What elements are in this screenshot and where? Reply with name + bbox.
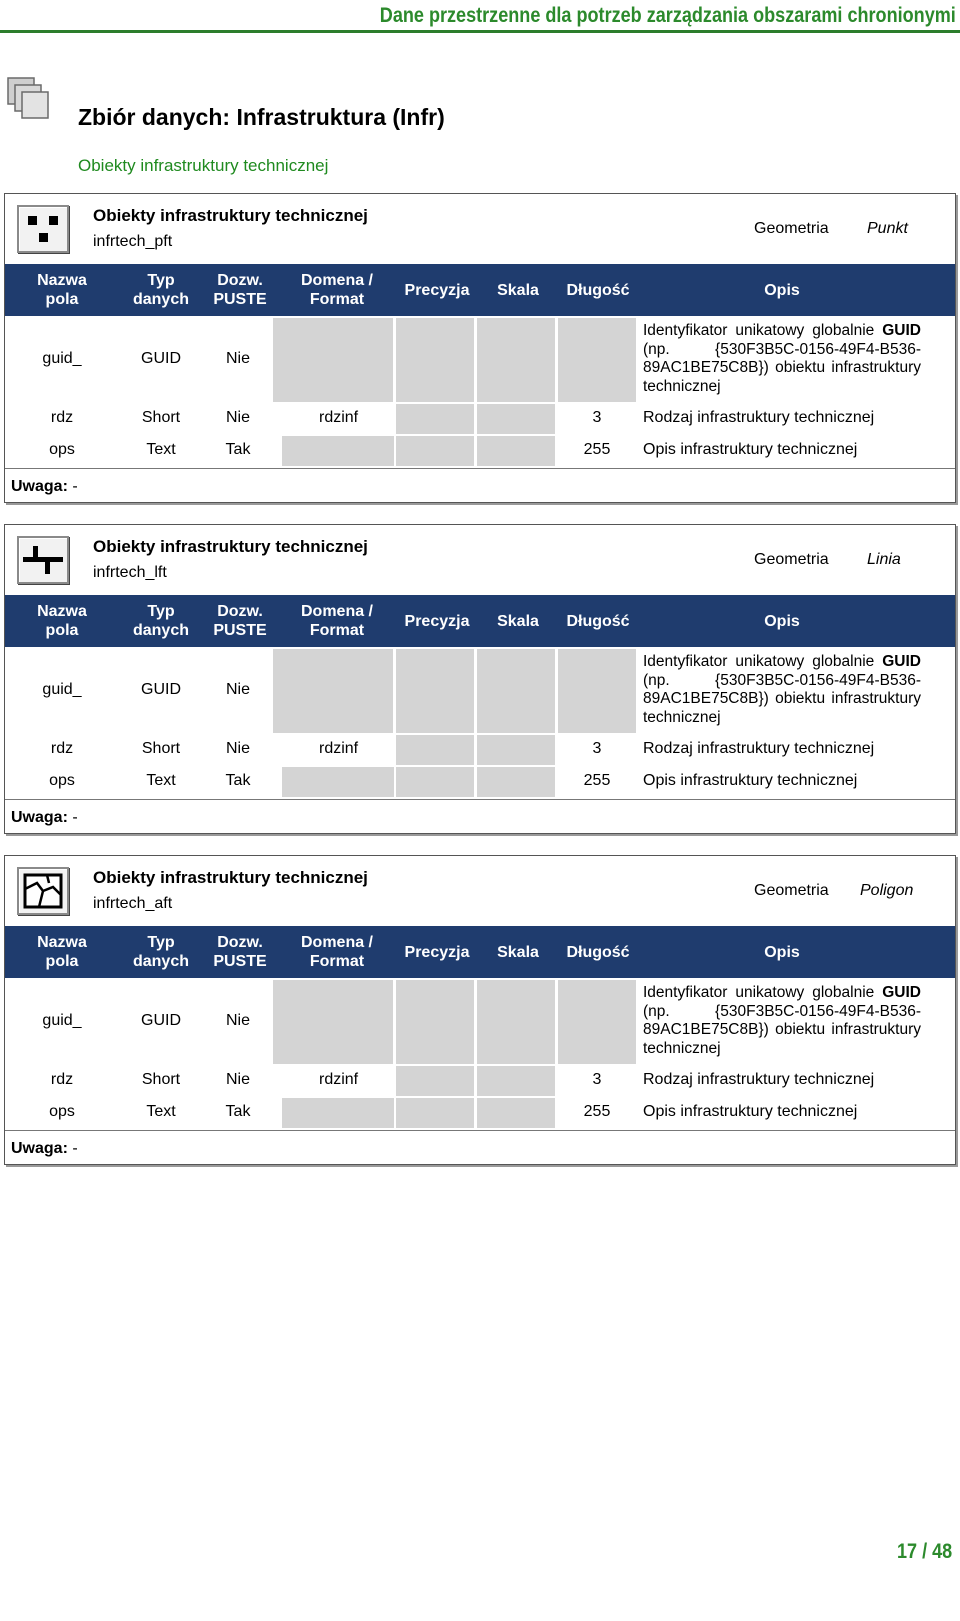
col-dlugosc: Długość	[566, 281, 630, 299]
empty-cell	[477, 318, 555, 402]
field-nullable: Tak	[225, 441, 251, 458]
description-text: (np. {530F3B5C-0156-49F4-B536-89AC1BE75C8B}) obiektu infrastruktury technicznej	[643, 671, 921, 726]
empty-cell	[396, 735, 474, 765]
col-dlugosc: Długość	[566, 612, 630, 630]
empty-cell	[282, 1098, 394, 1128]
empty-cell	[477, 1098, 555, 1128]
col-skala: Skala	[497, 612, 539, 630]
col-nazwa: Nazwa pola	[37, 603, 87, 639]
col-opis: Opis	[764, 281, 800, 299]
field-nullable: Nie	[225, 409, 250, 426]
feature-class-code: infrtech_aft	[93, 895, 173, 912]
uwaga-value: -	[72, 1140, 78, 1157]
col-skala: Skala	[497, 943, 539, 961]
empty-cell	[477, 436, 555, 466]
field-length: 3	[592, 740, 602, 757]
description-text: Identyfikator unikatowy globalnie	[643, 984, 875, 1001]
uwaga-label: Uwaga:	[11, 478, 68, 495]
empty-cell	[273, 649, 393, 733]
col-domena: Domena / Format	[300, 272, 373, 308]
document-title: Dane przestrzenne dla potrzeb zarządzania obszarami chronionymi	[379, 4, 956, 27]
field-nullable: Tak	[225, 772, 251, 789]
table-header	[5, 926, 955, 978]
feature-class-block	[4, 524, 956, 834]
empty-cell	[396, 404, 474, 434]
feature-class-header	[5, 194, 955, 264]
field-description: Rodzaj infrastruktury technicznej	[643, 409, 875, 426]
uwaga-label: Uwaga:	[11, 809, 68, 826]
field-length: 255	[583, 1103, 611, 1120]
field-nullable: Nie	[225, 1012, 250, 1029]
geometry-value: Linia	[867, 551, 901, 568]
field-domain: rdzinf	[319, 740, 359, 757]
field-length: 3	[592, 409, 602, 426]
empty-cell	[477, 735, 555, 765]
table-header	[5, 264, 955, 316]
description-text: Identyfikator unikatowy globalnie	[643, 322, 875, 339]
col-typ: Typ danych	[132, 934, 189, 970]
field-description: Rodzaj infrastruktury technicznej	[643, 740, 875, 757]
empty-cell	[396, 1066, 474, 1096]
field-name: ops	[49, 1103, 75, 1120]
field-nullable: Nie	[225, 350, 250, 367]
field-description: Opis infrastruktury technicznej	[643, 772, 858, 789]
col-typ: Typ danych	[132, 272, 189, 308]
feature-class-name: Obiekty infrastruktury technicznej	[93, 537, 368, 556]
empty-cell	[273, 980, 393, 1064]
col-domena: Domena / Format	[300, 603, 373, 639]
line-feature-icon	[17, 536, 69, 584]
col-precyzja: Precyzja	[404, 612, 470, 630]
field-nullable: Tak	[225, 1103, 251, 1120]
field-domain: rdzinf	[319, 409, 359, 426]
empty-cell	[477, 404, 555, 434]
col-nazwa: Nazwa pola	[37, 934, 87, 970]
uwaga-note	[11, 1140, 78, 1158]
feature-class-block	[4, 855, 956, 1165]
feature-class-name: Obiekty infrastruktury technicznej	[93, 206, 368, 225]
field-type: GUID	[141, 350, 181, 367]
point-feature-icon	[17, 205, 69, 253]
col-dlugosc: Długość	[566, 943, 630, 961]
empty-cell	[396, 767, 474, 797]
field-name: rdz	[50, 740, 74, 757]
dataset-subtitle: Obiekty infrastruktury technicznej	[78, 156, 329, 175]
field-nullable: Nie	[225, 740, 250, 757]
empty-cell	[396, 436, 474, 466]
layers-icon	[6, 76, 50, 120]
empty-cell	[477, 980, 555, 1064]
uwaga-value: -	[72, 809, 78, 826]
empty-cell	[396, 980, 474, 1064]
field-domain: rdzinf	[319, 1071, 359, 1088]
col-precyzja: Precyzja	[404, 943, 470, 961]
description-text: (np. {530F3B5C-0156-49F4-B536-89AC1BE75C8B}) obiektu infrastruktury technicznej	[643, 1002, 921, 1057]
field-type: Short	[141, 1071, 181, 1088]
col-opis: Opis	[764, 612, 800, 630]
uwaga-value: -	[72, 478, 78, 495]
geometry-label: Geometria	[754, 551, 829, 568]
uwaga-label: Uwaga:	[11, 1140, 68, 1157]
field-type: GUID	[141, 681, 181, 698]
polygon-feature-icon	[17, 867, 69, 915]
col-domena: Domena / Format	[300, 934, 373, 970]
field-description: Rodzaj infrastruktury technicznej	[643, 1071, 875, 1088]
description-guid: GUID	[882, 984, 921, 1001]
col-nazwa: Nazwa pola	[37, 272, 87, 308]
col-typ: Typ danych	[132, 603, 189, 639]
field-description: Opis infrastruktury technicznej	[643, 441, 858, 458]
uwaga-note	[11, 809, 78, 827]
page-header	[0, 0, 960, 33]
field-name: guid_	[42, 1012, 82, 1029]
feature-class-block	[4, 193, 956, 503]
description-text: Identyfikator unikatowy globalnie	[643, 653, 875, 670]
empty-cell	[558, 649, 636, 733]
field-length: 255	[583, 772, 611, 789]
empty-cell	[396, 318, 474, 402]
feature-class-name: Obiekty infrastruktury technicznej	[93, 868, 368, 887]
field-length: 255	[583, 441, 611, 458]
field-nullable: Nie	[225, 1071, 250, 1088]
field-name: ops	[49, 441, 75, 458]
empty-cell	[396, 1098, 474, 1128]
geometry-label: Geometria	[754, 220, 829, 237]
empty-cell	[273, 318, 393, 402]
empty-cell	[282, 436, 394, 466]
col-dozw: Dozw. PUSTE	[213, 603, 267, 639]
geometry-value: Punkt	[867, 220, 908, 237]
feature-class-code: infrtech_lft	[93, 564, 167, 581]
field-description: Opis infrastruktury technicznej	[643, 1103, 858, 1120]
description-guid: GUID	[882, 653, 921, 670]
col-skala: Skala	[497, 281, 539, 299]
geometry-value: Poligon	[860, 882, 914, 899]
field-nullable: Nie	[225, 681, 250, 698]
field-type: Text	[146, 1103, 176, 1120]
field-description	[643, 653, 921, 727]
empty-cell	[477, 649, 555, 733]
field-type: Text	[146, 441, 176, 458]
field-type: Text	[146, 772, 176, 789]
col-dozw: Dozw. PUSTE	[213, 272, 267, 308]
empty-cell	[477, 767, 555, 797]
description-guid: GUID	[882, 322, 921, 339]
col-opis: Opis	[764, 943, 800, 961]
uwaga-note	[11, 478, 78, 496]
dataset-title: Zbiór danych: Infrastruktura (Infr)	[78, 104, 445, 130]
field-name: ops	[49, 772, 75, 789]
description-text: (np. {530F3B5C-0156-49F4-B536-89AC1BE75C8B}) obiektu infrastruktury technicznej	[643, 340, 921, 395]
field-type: Short	[141, 740, 181, 757]
empty-cell	[282, 767, 394, 797]
feature-class-header	[5, 525, 955, 595]
field-name: guid_	[42, 350, 82, 367]
empty-cell	[558, 980, 636, 1064]
col-dozw: Dozw. PUSTE	[213, 934, 267, 970]
divider	[5, 468, 955, 469]
col-precyzja: Precyzja	[404, 281, 470, 299]
page-number: 17 / 48	[896, 1540, 952, 1563]
field-name: rdz	[50, 409, 74, 426]
empty-cell	[477, 1066, 555, 1096]
divider	[5, 799, 955, 800]
field-name: rdz	[50, 1071, 74, 1088]
empty-cell	[558, 318, 636, 402]
empty-cell	[396, 649, 474, 733]
field-type: Short	[141, 409, 181, 426]
field-type: GUID	[141, 1012, 181, 1029]
field-description	[643, 984, 921, 1058]
field-name: guid_	[42, 681, 82, 698]
divider	[5, 1130, 955, 1131]
geometry-label: Geometria	[754, 882, 829, 899]
table-header	[5, 595, 955, 647]
field-length: 3	[592, 1071, 602, 1088]
field-description	[643, 322, 921, 396]
feature-class-code: infrtech_pft	[93, 233, 173, 250]
feature-class-header	[5, 856, 955, 926]
